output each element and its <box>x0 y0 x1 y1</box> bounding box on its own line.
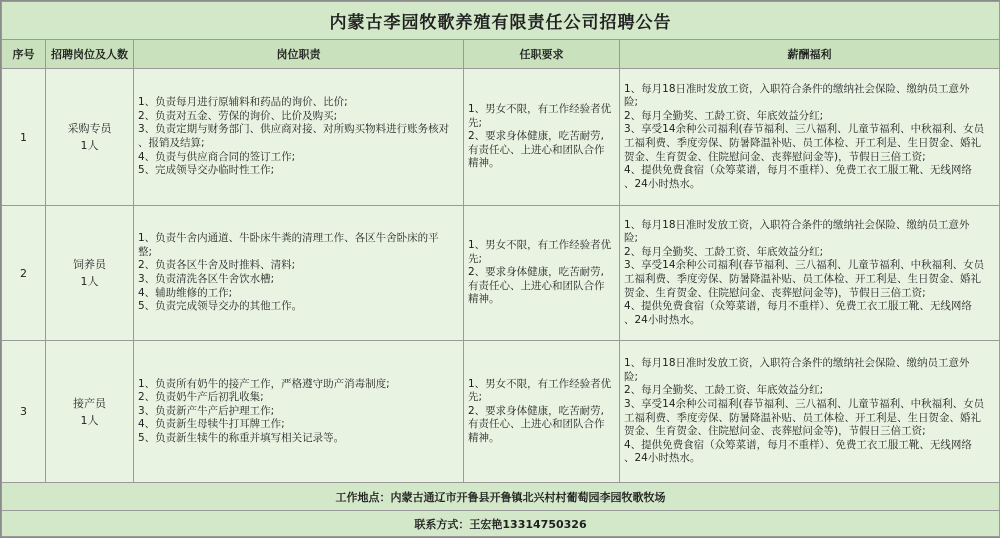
duty-line: 3、负责新产牛产后护理工作; <box>138 404 275 417</box>
position-name: 饲养员 <box>73 258 106 271</box>
row-welfare <box>620 341 1000 483</box>
duty-line: 1、负责牛舍内通道、牛卧床牛粪的清理工作、各区牛舍卧床的平 <box>138 232 439 245</box>
welfare-line: 3、享受14余种公司福利(春节福利、三八福利、儿童节福利、中秋福利、女员 <box>624 123 985 136</box>
header-welfare: 薪酬福利 <box>620 40 1000 69</box>
welfare-line: 贺金、生育贺金、住院慰问金、丧葬慰问金等)，节假日三倍工资; <box>624 286 926 299</box>
requirement-line: 有责任心、上进心和团队合作 <box>468 418 605 431</box>
welfare-line: 3、享受14余种公司福利(春节福利、三八福利、儿童节福利、中秋福利、女员 <box>624 259 985 272</box>
welfare-line: 2、每月全勤奖、工龄工资、年底效益分红; <box>624 384 824 397</box>
requirement-line: 1、男女不限，有工作经验者优 <box>468 239 612 252</box>
duty-line: 3、负责清洗各区牛舍饮水槽; <box>138 273 275 285</box>
duty-line: 、报销及结算; <box>138 137 205 149</box>
row-position <box>46 206 134 341</box>
duty-line: 4、辅助维修的工作; <box>138 286 233 299</box>
position-name: 采购专员 <box>67 122 112 135</box>
welfare-line: 1、每月18日准时发放工资，入职符合条件的缴纳社会保险、缴纳员工意外 <box>624 218 970 231</box>
work-location: 工作地点：内蒙古通辽市开鲁县开鲁镇北兴村村葡萄园李园牧歌牧场 <box>2 483 1000 511</box>
welfare-line: 1、每月18日准时发放工资，入职符合条件的缴纳社会保险、缴纳员工意外 <box>624 357 970 370</box>
duty-line: 1、负责每月进行原辅料和药品的询价、比价; <box>138 96 348 109</box>
table-row <box>2 206 1000 341</box>
requirement-line: 精神。 <box>468 431 500 444</box>
table-row <box>2 69 1000 206</box>
header-serial: 序号 <box>2 40 46 69</box>
notice-title: 内蒙古李园牧歌养殖有限责任公司招聘公告 <box>2 2 1000 40</box>
welfare-line: 4、提供免费食宿（众筹菜谱，每月不重样）、免费工衣工服工靴、无线网络 <box>624 164 972 177</box>
row-position <box>46 341 134 483</box>
welfare-line: 、24小时热水。 <box>624 177 701 190</box>
requirement-line: 2、要求身体健康，吃苦耐劳, <box>468 404 605 417</box>
row-welfare <box>620 69 1000 206</box>
recruitment-table <box>1 1 1000 537</box>
requirement-line: 精神。 <box>468 157 500 170</box>
row-duties <box>134 69 464 206</box>
header-requirements: 任职要求 <box>464 40 620 69</box>
duty-line: 2、负责奶牛产后初乳收集; <box>138 391 264 404</box>
welfare-line: 贺金、生育贺金、住院慰问金、丧葬慰问金等)，节假日三倍工资; <box>624 150 926 163</box>
duty-line: 5、负责完成领导交办的其他工作。 <box>138 300 303 313</box>
welfare-line: 险; <box>624 96 639 109</box>
footer-contact-row <box>2 511 1000 537</box>
row-serial: 2 <box>2 206 46 341</box>
requirement-line: 先; <box>468 391 483 404</box>
requirement-line: 有责任心、上进心和团队合作 <box>468 143 605 156</box>
requirement-line: 有责任心、上进心和团队合作 <box>468 279 605 292</box>
welfare-line: 工福利费、季度旁保、防暑降温补贴、员工体检、开工利是、生日贺金、婚礼 <box>624 411 981 424</box>
requirement-line: 2、要求身体健康，吃苦耐劳, <box>468 266 605 279</box>
welfare-line: 险; <box>624 232 639 245</box>
position-count: 1人 <box>80 275 99 288</box>
footer-location-row <box>2 483 1000 511</box>
row-duties <box>134 341 464 483</box>
welfare-line: 、24小时热水。 <box>624 313 701 326</box>
duty-line: 4、负责与供应商合同的签订工作; <box>138 150 296 163</box>
position-count: 1人 <box>80 413 99 427</box>
row-serial: 1 <box>2 69 46 206</box>
table-row <box>2 341 1000 483</box>
welfare-line: 2、每月全勤奖、工龄工资、年底效益分红; <box>624 109 824 122</box>
position-name: 接产员 <box>73 396 106 410</box>
row-position <box>46 69 134 206</box>
welfare-line: 工福利费、季度旁保、防暑降温补贴、员工体检、开工利是、生日贺金、婚礼 <box>624 273 981 285</box>
duty-line: 整; <box>138 245 153 258</box>
duty-line: 5、负责新生犊牛的称重并填写相关记录等。 <box>138 431 345 444</box>
row-welfare <box>620 206 1000 341</box>
requirement-line: 先; <box>468 252 483 265</box>
welfare-line: 4、提供免费食宿（众筹菜谱，每月不重样）、免费工衣工服工靴、无线网络 <box>624 300 972 313</box>
duty-line: 2、负责各区牛舍及时推料、清料; <box>138 259 296 272</box>
requirement-line: 2、要求身体健康，吃苦耐劳, <box>468 130 605 143</box>
duty-line: 5、完成领导交办临时性工作; <box>138 164 275 177</box>
duty-line: 1、负责所有奶牛的接产工作，严格遵守助产消毒制度; <box>138 377 390 390</box>
duty-line: 3、负责定期与财务部门、供应商对接、对所购买物料进行账务核对 <box>138 123 450 136</box>
requirement-line: 1、男女不限，有工作经验者优 <box>468 103 612 116</box>
header-position: 招聘岗位及人数 <box>46 40 134 69</box>
duty-line: 4、负责新生母犊牛打耳牌工作; <box>138 418 285 431</box>
requirement-line: 精神。 <box>468 293 500 306</box>
row-requirements <box>464 341 620 483</box>
welfare-line: 2、每月全勤奖、工龄工资、年底效益分红; <box>624 245 824 258</box>
welfare-line: 贺金、生育贺金、住院慰问金、丧葬慰问金等)，节假日三倍工资; <box>624 425 926 438</box>
requirement-line: 先; <box>468 116 483 129</box>
welfare-line: 险; <box>624 370 639 383</box>
welfare-line: 、24小时热水。 <box>624 452 701 465</box>
row-requirements <box>464 206 620 341</box>
welfare-line: 1、每月18日准时发放工资，入职符合条件的缴纳社会保险、缴纳员工意外 <box>624 82 970 95</box>
position-count: 1人 <box>80 139 99 152</box>
row-requirements <box>464 69 620 206</box>
header-duties: 岗位职责 <box>134 40 464 69</box>
row-serial: 3 <box>2 341 46 483</box>
welfare-line: 4、提供免费食宿（众筹菜谱，每月不重样）、免费工衣工服工靴、无线网络 <box>624 438 972 451</box>
header-row <box>2 40 1000 69</box>
welfare-line: 3、享受14余种公司福利(春节福利、三八福利、儿童节福利、中秋福利、女员 <box>624 397 985 410</box>
title-row <box>2 2 1000 40</box>
row-duties <box>134 206 464 341</box>
welfare-line: 工福利费、季度旁保、防暑降温补贴、员工体检、开工利是、生日贺金、婚礼 <box>624 137 981 149</box>
requirement-line: 1、男女不限，有工作经验者优 <box>468 377 612 390</box>
contact-info: 联系方式：王宏艳13314750326 <box>2 511 1000 537</box>
duty-line: 2、负责对五金、劳保的询价、比价及购买; <box>138 109 338 122</box>
